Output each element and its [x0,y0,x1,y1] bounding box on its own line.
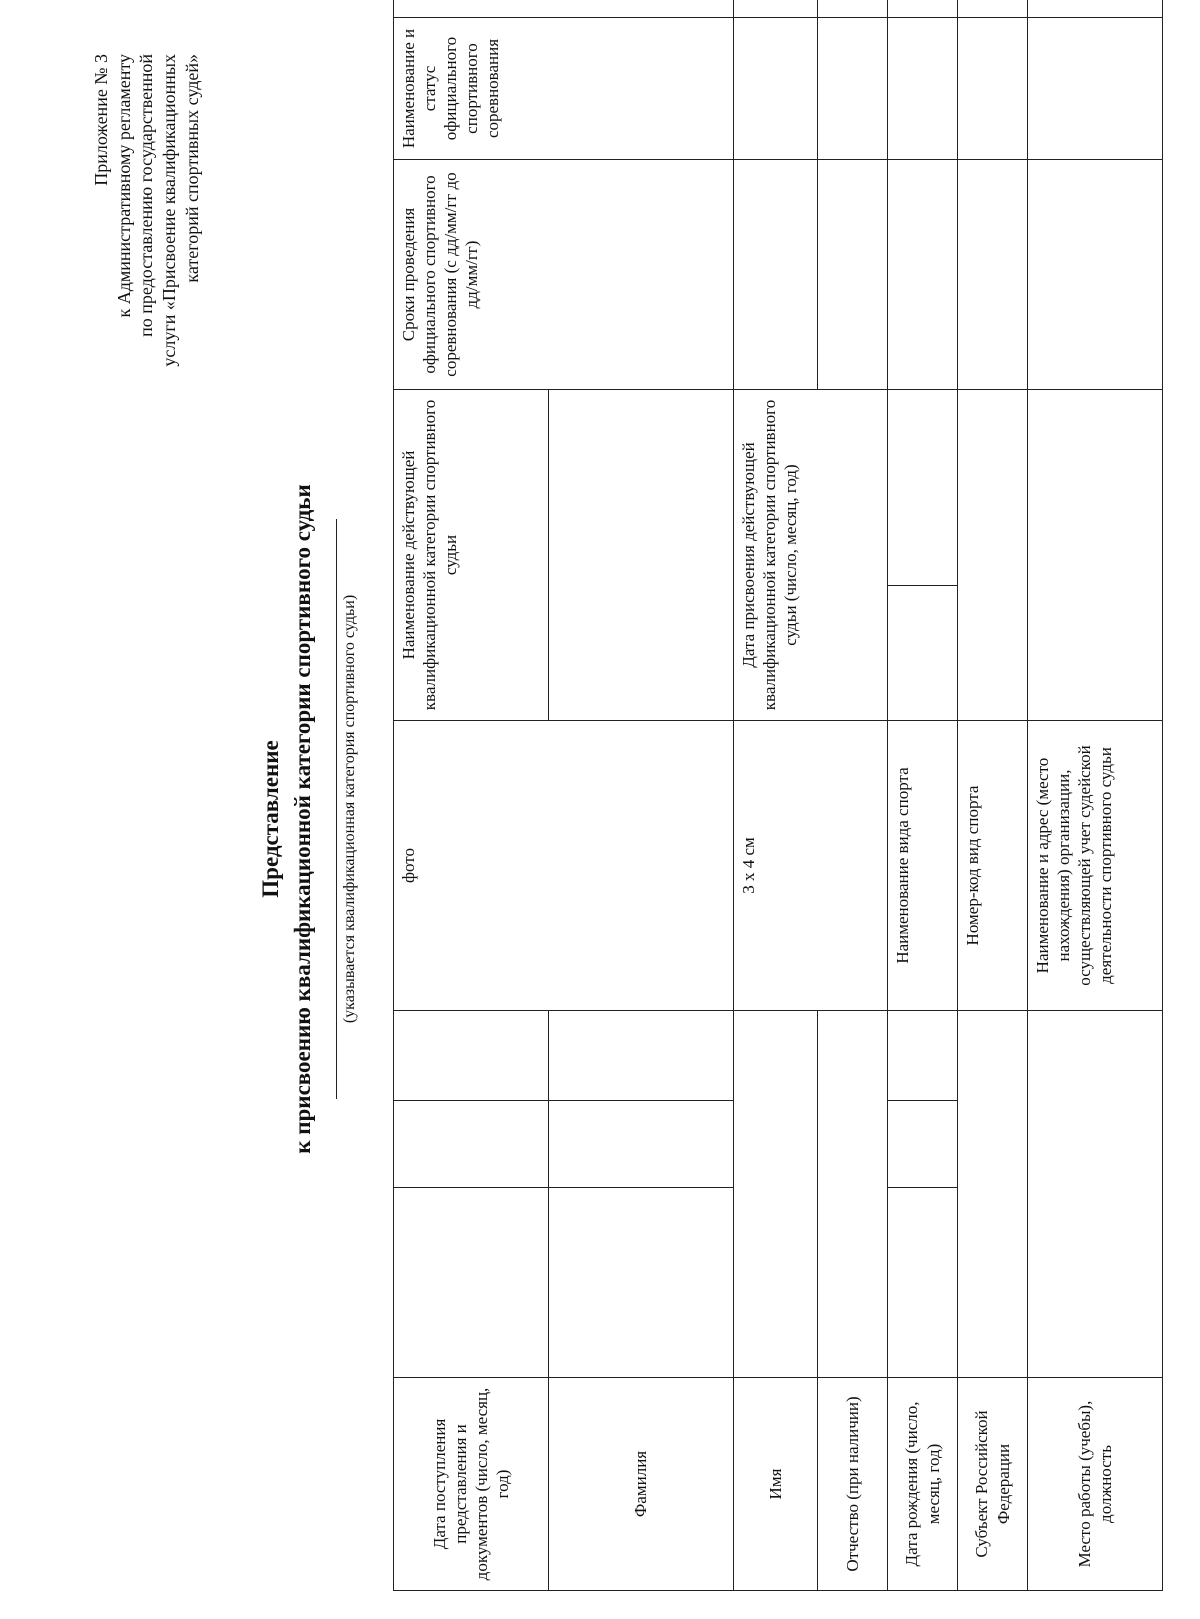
competition-dates-header: Сроки проведения официального спортивного соревнования (с дд/мм/гг до дд/мм/гг) [394,160,734,390]
sport-name-label: Наименование вида спорта [888,721,958,1011]
row-label-receipt-date: Дата поступления представления и документов (число, месяц, год) [394,1378,549,1591]
competition-dates-cell [1028,160,1163,390]
name-cell [734,1011,818,1378]
title-line-1: Представление [258,740,283,898]
appendix-line: услуги «Присвоение квалификационных [159,54,180,367]
judge-status-cell [734,0,818,18]
competition-name-cell [958,18,1028,160]
appendix-line: категорий спортивных судей» [181,54,202,283]
row-label-surname: Фамилия [549,1378,734,1591]
row-label-name: Имя [734,1378,818,1591]
competition-dates-cell [888,160,958,390]
sport-code-label: Номер-код вид спорта [958,721,1028,1011]
competition-name-cell [818,18,888,160]
document-title [255,319,318,1319]
competition-dates-cell [958,160,1028,390]
photo-size: 3 х 4 см [734,721,888,1011]
organization-label: Наименование и адрес (место нахождения) организации, осуществляющей учет судейской деятельности спортивного судьи [1028,721,1163,1011]
birth-date-cell [888,1188,958,1378]
row-label-workplace: Место работы (учебы), должность [1028,1378,1163,1591]
category-date-header: Дата присвоения действующей квалификационной категории спортивного судьи (число, месяц, год) [734,390,888,721]
category-date-value [888,586,958,721]
photo-label: фото [399,848,418,883]
birth-date-cell [888,1011,958,1101]
judge-form-table [393,0,1163,1591]
surname-cell [549,1101,734,1188]
judge-status-cell [818,0,888,18]
category-date-value [888,390,958,586]
patronymic-cell [818,1011,888,1378]
competition-name-cell [888,18,958,160]
category-fill-line [336,519,337,1099]
judge-status-cell [958,0,1028,18]
judge-status-cell [888,0,958,18]
current-category-header: Наименование действующей квалификационной категории спортивного судьи [394,390,549,721]
photo-placeholder [394,721,734,1011]
organization-value-cell [1028,390,1163,721]
appendix-line: к Административному регламенту [113,54,134,318]
appendix-line: Приложение № 3 [91,54,111,186]
receipt-date-cell [394,1188,549,1378]
competition-dates-cell [734,160,818,390]
document-subtitle: (указывается квалификационная категория спортивного судьи) [341,594,358,1024]
judge-status-cell [1028,0,1163,18]
competition-name-cell [734,18,818,160]
surname-cell [549,1188,734,1378]
workplace-cell [1028,1011,1163,1378]
row-label-region: Субъект Российской Федерации [958,1378,1028,1591]
title-line-2: к присвоению квалификационной категории спортивного судьи [289,484,315,1154]
birth-date-cell [888,1101,958,1188]
region-cell [958,1011,1028,1378]
row-label-patronymic: Отчество (при наличии) [818,1378,888,1591]
receipt-date-cell [394,1101,549,1188]
receipt-date-cell [394,1011,549,1101]
competition-name-header: Наименование и статус официального спортивного соревнования [394,18,734,160]
appendix-line: по предоставлению государственной [136,54,157,337]
sport-value-cell [958,390,1028,721]
current-category-value [549,390,734,721]
competition-dates-cell [818,160,888,390]
judge-status-header [394,0,734,18]
row-label-birth-date: Дата рождения (число, месяц, год) [888,1378,958,1591]
surname-cell [549,1011,734,1101]
appendix-header [90,54,203,414]
competition-name-cell [1028,18,1163,160]
